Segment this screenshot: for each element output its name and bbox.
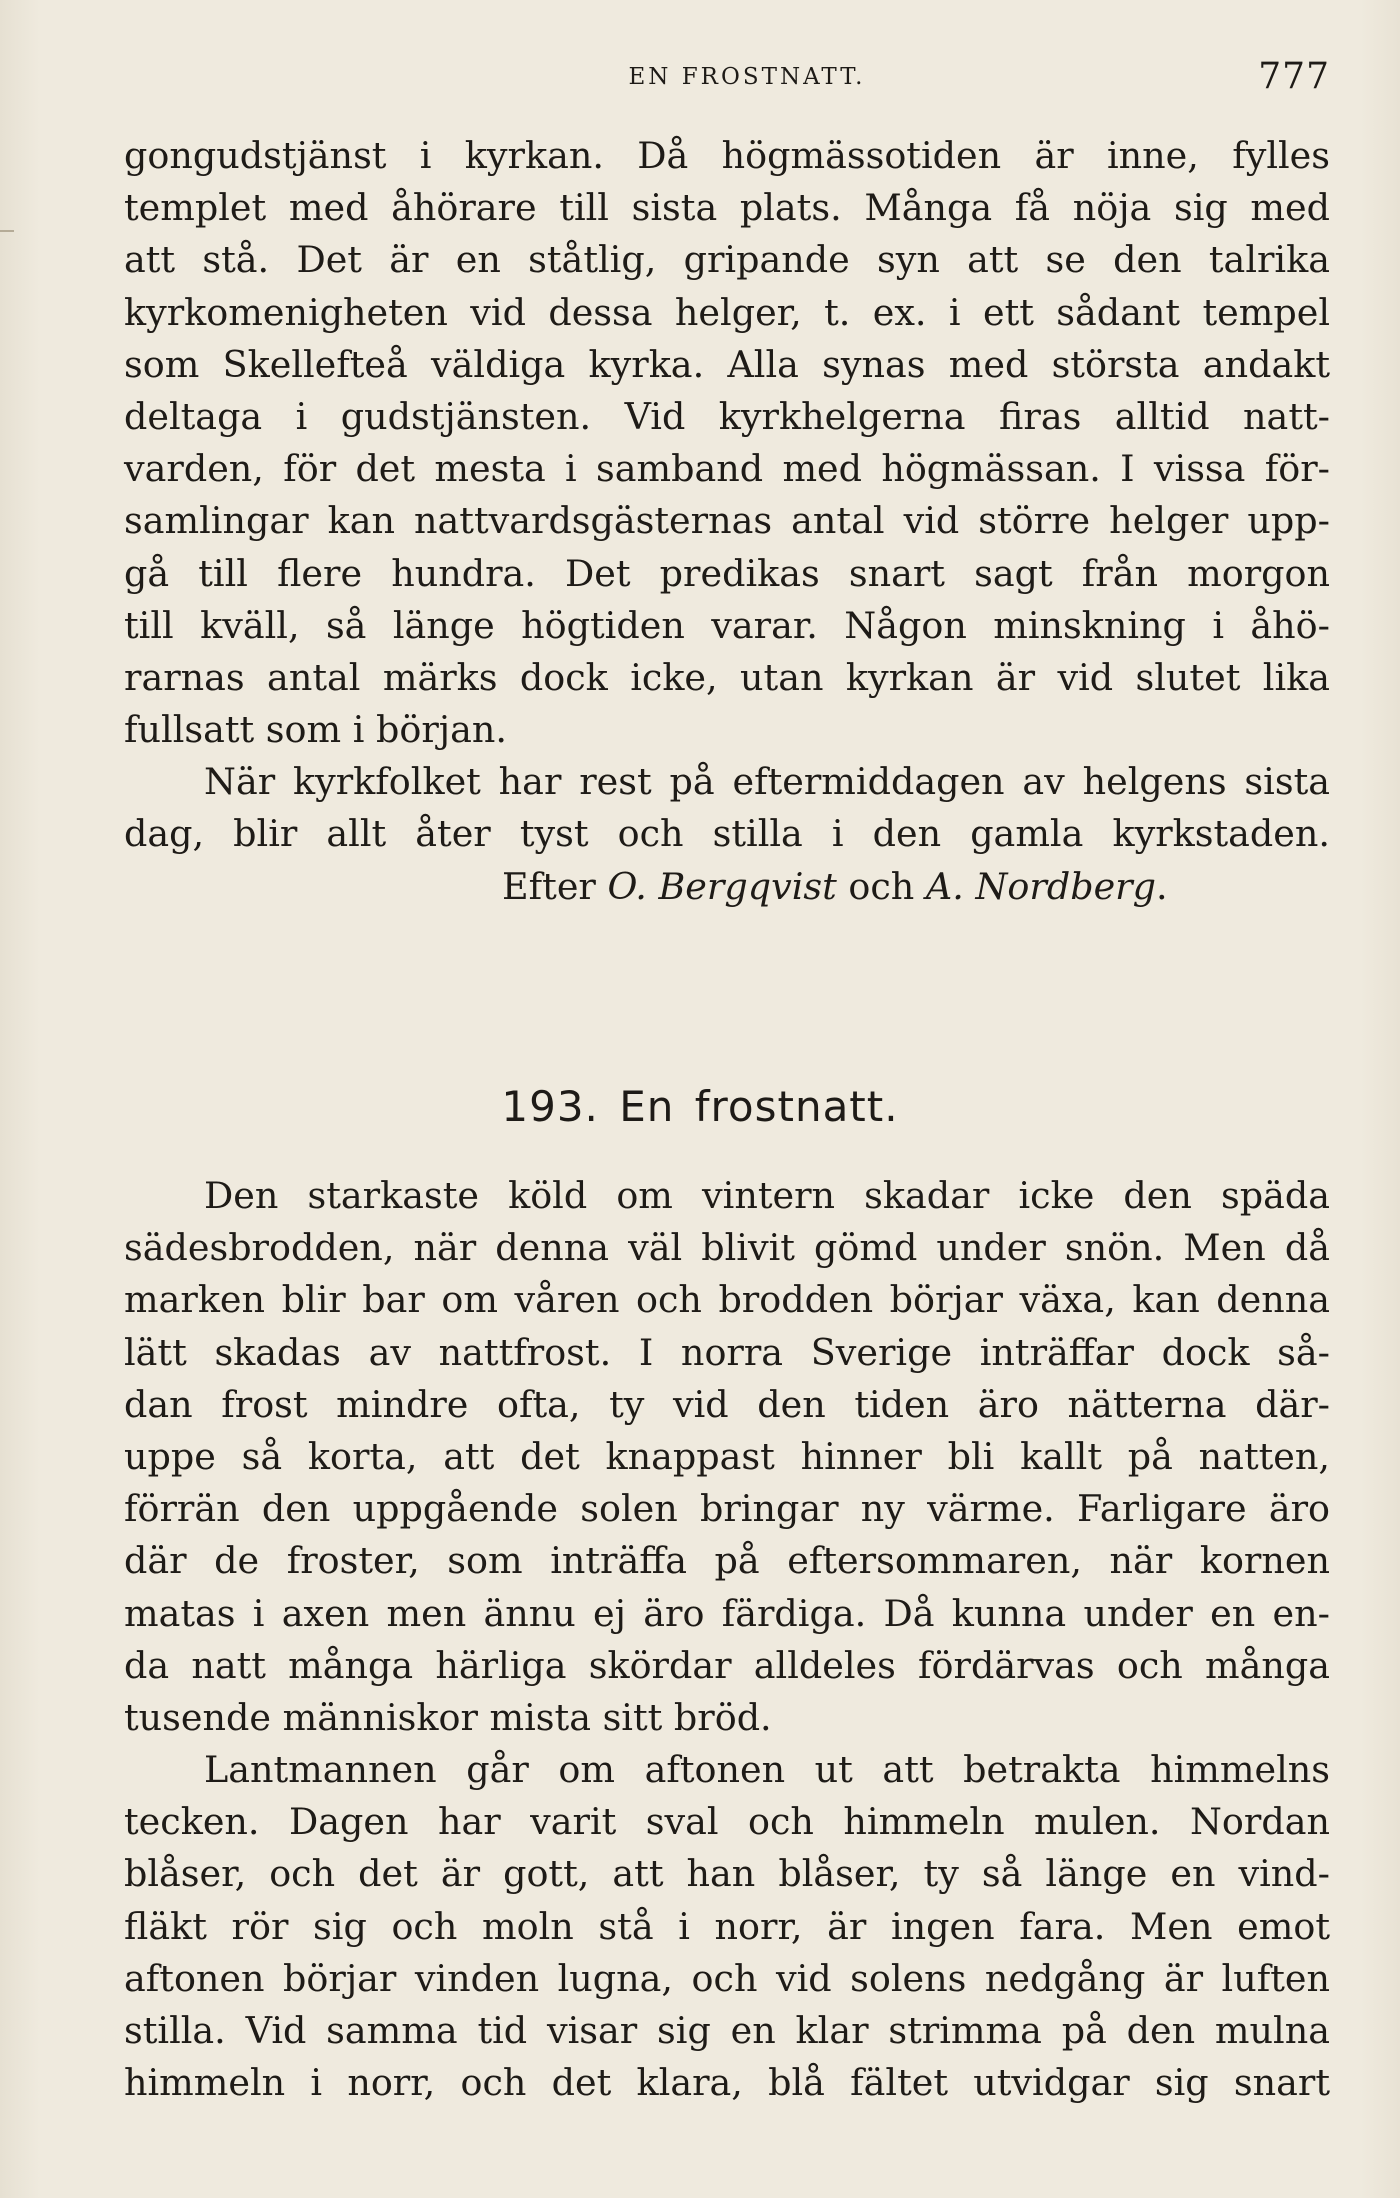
text-line: dag, blir allt åter tyst och stilla i den gamla kyrkstaden.	[124, 812, 1330, 856]
text-line: rarnas antal märks dock icke, utan kyrkan är vid slutet lika	[124, 655, 1330, 699]
running-title: EN FROSTNATT.	[628, 64, 866, 90]
section-body-text	[124, 1170, 1330, 2109]
text-line: Lantmannen går om aftonen ut att betrakta himmelns	[204, 1748, 1330, 1792]
text-line: aftonen börjar vinden lugna, och vid solens nedgång är luften	[124, 1956, 1330, 2000]
text-line: gå till flere hundra. Det predikas snart sagt från morgon	[124, 551, 1330, 595]
text-line: lätt skadas av nattfrost. I norra Sverige inträffar dock så-	[124, 1330, 1330, 1374]
text-line: stilla. Vid samma tid visar sig en klar strimma på den mulna	[124, 2009, 1330, 2052]
text-line: samlingar kan nattvardsgästernas antal vid större helger upp-	[124, 499, 1330, 543]
page-number: 777	[1258, 56, 1330, 97]
text-line: templet med åhörare till sista plats. Många få nöja sig med	[124, 186, 1330, 230]
text-line: tecken. Dagen har varit sval och himmeln mulen. Nordan	[124, 1800, 1330, 1844]
text-line: fläkt rör sig och moln stå i norr, är ingen fara. Men emot	[124, 1904, 1330, 1948]
text-line: himmeln i norr, och det klara, blå fältet utvidgar sig snart	[124, 2061, 1330, 2105]
page-edge-mark	[0, 230, 14, 232]
text-line: sädesbrodden, när denna väl blivit gömd under snön. Men då	[124, 1226, 1330, 1270]
text-line: gongudstjänst i kyrkan. Då högmässotiden är inne, fylles	[124, 134, 1330, 177]
section-number: 193.	[501, 1082, 599, 1131]
text-line: da natt många härliga skördar alldeles fördärvas och många	[124, 1643, 1330, 1687]
text-line: varden, för det mesta i samband med högmässan. I vissa för-	[124, 447, 1330, 491]
text-line: till kväll, så länge högtiden varar. Någon minskning i åhö-	[124, 603, 1330, 647]
text-line: uppe så korta, att det knappast hinner bli kallt på natten,	[124, 1434, 1330, 1478]
text-line: När kyrkfolket har rest på eftermiddagen av helgens sista	[204, 760, 1330, 804]
text-line: som Skellefteå väldiga kyrka. Alla synas med största andakt	[124, 342, 1330, 386]
text-line: kyrkomenigheten vid dessa helger, t. ex. i ett sådant tempel	[124, 290, 1330, 334]
text-line: marken blir bar om våren och brodden börjar växa, kan denna	[124, 1278, 1330, 1322]
text-line: dan frost mindre ofta, ty vid den tiden äro nätterna där-	[124, 1382, 1330, 1426]
section-title: En frostnatt.	[619, 1082, 899, 1131]
text-line: Den starkaste köld om vintern skadar icke den späda	[204, 1174, 1330, 1217]
byline	[124, 861, 1330, 913]
section-heading	[0, 1082, 1400, 1131]
text-line: där de froster, som inträffa på eftersommaren, när kornen	[124, 1539, 1330, 1583]
text-line: fullsatt som i början.	[124, 708, 507, 752]
byline-author-1: O. Bergqvist	[607, 864, 837, 908]
byline-conjunction: och	[836, 864, 926, 908]
text-line: att stå. Det är en ståtlig, gripande syn att se den talrika	[124, 238, 1330, 282]
byline-suffix: .	[1156, 864, 1168, 908]
text-line: förrän den uppgående solen bringar ny värme. Farligare äro	[124, 1487, 1330, 1531]
running-head	[124, 56, 1330, 96]
text-line: matas i axen men ännu ej äro färdiga. Då kunna under en en-	[124, 1591, 1330, 1635]
text-line: tusende människor mista sitt bröd.	[124, 1695, 772, 1739]
byline-author-2: A. Nordberg	[925, 864, 1156, 908]
text-line: blåser, och det är gott, att han blåser, ty så länge en vind-	[124, 1852, 1330, 1896]
byline-prefix: Efter	[502, 864, 608, 908]
text-line: deltaga i gudstjänsten. Vid kyrkhelgerna firas alltid natt-	[124, 394, 1330, 438]
previous-section-text	[124, 130, 1330, 913]
